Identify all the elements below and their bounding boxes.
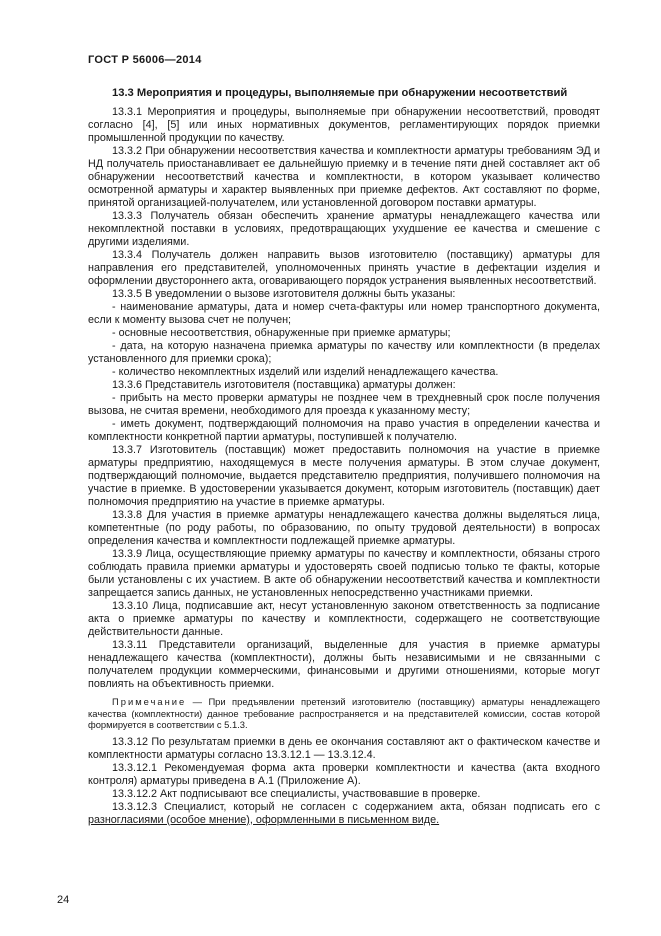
paragraph: - иметь документ, подтверждающий полномочия на право участия в определении качества и комплектности конкретной партии арматуры, поступившей к получателю.: [88, 418, 600, 443]
paragraph: - дата, на которую назначена приемка арматуры по качеству или комплектности (в пределах установленного для приемки срока);: [88, 340, 600, 365]
paragraph: - прибыть на место проверки арматуры не позднее чем в трехдневный срок после получения вызова, не считая времени, необходимого для проезда к указанному месту;: [88, 392, 600, 417]
paragraph: 13.3.4 Получатель должен направить вызов изготовителю (поставщику) арматуры для направления его представителей, уполномоченных принять участие в дефектации изделия и оформлении двустороннего акта, оговаривающего порядок устранения выявленных несоответствий.: [88, 249, 600, 287]
paragraph: 13.3.1 Мероприятия и процедуры, выполняемые при обнаружении несоответствий, проводят согласно [4], [5] или иных нормативных документов, регламентирующих порядок приемки промышленной продукции по качеству.: [88, 106, 600, 144]
paragraph: 13.3.9 Лица, осуществляющие приемку арматуры по качеству и комплектности, обязаны строго соблюдать правила приемки арматуры и удостоверять своей подписью только те факты, которые были установлены с их участием. В акте об обнаружении несоответствий качества и комплектности запрещается запись данных, не установленных непосредственно участниками приемки.: [88, 548, 600, 599]
paragraph: 13.3.8 Для участия в приемке арматуры ненадлежащего качества должны выделяться лица, компетентные (по роду работы, по образованию, по опыту трудовой деятельности) в вопросах определения качества и комплектности подлежащей приемке арматуры.: [88, 509, 600, 547]
paragraph: 13.3.12 По результатам приемки в день ее окончания составляют акт о фактическом качестве и комплектности арматуры согласно 13.3.12.1 — 13.3.12.4.: [88, 735, 600, 761]
paragraph: 13.3.10 Лица, подписавшие акт, несут установленную законом ответственность за подписание акта о приемке арматуры по качеству и комплектности, содержащего не соответствующие действительности данные.: [88, 600, 600, 638]
paragraph: 13.3.6 Представитель изготовителя (поставщика) арматуры должен:: [112, 379, 456, 391]
note-paragraph: Примечание — При предъявлении претензий изготовителю (поставщику) арматуры ненадлежащего качества (комплектности) данное требование распространяется и на представителей комиссии, состав которой формируется в соответствии с 5.1.3.: [88, 696, 600, 730]
document-header: ГОСТ Р 56006—2014: [88, 54, 202, 66]
paragraph: - количество некомплектных изделий или изделий ненадлежащего качества.: [112, 366, 499, 378]
paragraph: 13.3.12.2 Акт подписывают все специалисты, участвовавшие в проверке.: [112, 787, 481, 800]
paragraph: 13.3.2 При обнаружении несоответствия качества и комплектности арматуры требованиям ЭД и НД получатель приостанавливает ее дальнейшую приемку и в течение пяти дней составляет акт об обнаружении несоответствий качества и комплектности, в котором указывает количество осмотренной арматуры и характер выявленных при приемке дефектов. Акт составляют по форме, принятой организацией-получателем, или установленной договором поставки арматуры.: [88, 145, 600, 209]
paragraph: 13.3.7 Изготовитель (поставщик) может предоставить полномочия на участие в приемке арматуры предприятию, находящемуся в месте получения арматуры. В этом случае документ, подтверждающий полномочие, выдается представителю предприятия, получившего полномочия на участие в приемке. В удостоверении указывается документ, которым изготовитель (поставщик) дает полномочия предприятию на участие в приемке арматуры.: [88, 444, 600, 508]
document-content: [88, 54, 600, 827]
paragraph: 13.3.11 Представители организаций, выделенные для участия в приемке арматуры ненадлежащего качества (комплектности), должны быть независимыми и не связанными с получателем продукции коммерческими, финансовыми и другими отношениями, которые могут повлиять на объективность приемки.: [88, 639, 600, 690]
section-heading: 13.3 Мероприятия и процедуры, выполняемые при обнаружении несоответствий: [112, 87, 568, 99]
paragraph: 13.3.12.1 Рекомендуемая форма акта проверки комплектности и качества (акта входного контроля) арматуры приведена в А.1 (Приложение А).: [88, 761, 600, 787]
document-body: [88, 106, 600, 827]
note-prefix: Примечание: [112, 696, 187, 707]
paragraph: 13.3.5 В уведомлении о вызове изготовителя должны быть указаны:: [112, 288, 456, 300]
paragraph: 13.3.3 Получатель обязан обеспечить хранение арматуры ненадлежащего качества или некомплектной поставки в условиях, предотвращающих ухудшение ее качества и смешение с другими изделиями.: [88, 210, 600, 248]
paragraph: - основные несоответствия, обнаруженные при приемке арматуры;: [112, 327, 451, 339]
paragraph: - наименование арматуры, дата и номер счета-фактуры или номер транспортного документа, если к моменту вызова счет не получен;: [88, 301, 600, 326]
page-number: 24: [57, 894, 70, 906]
paragraph: 13.3.12.3 Специалист, который не согласен с содержанием акта, обязан подписать его с разногласиями (особое мнение), оформленными в письменном виде.: [88, 800, 600, 826]
underlined-text: разногласиями (особое мнение), оформленными в письменном виде.: [88, 813, 440, 826]
